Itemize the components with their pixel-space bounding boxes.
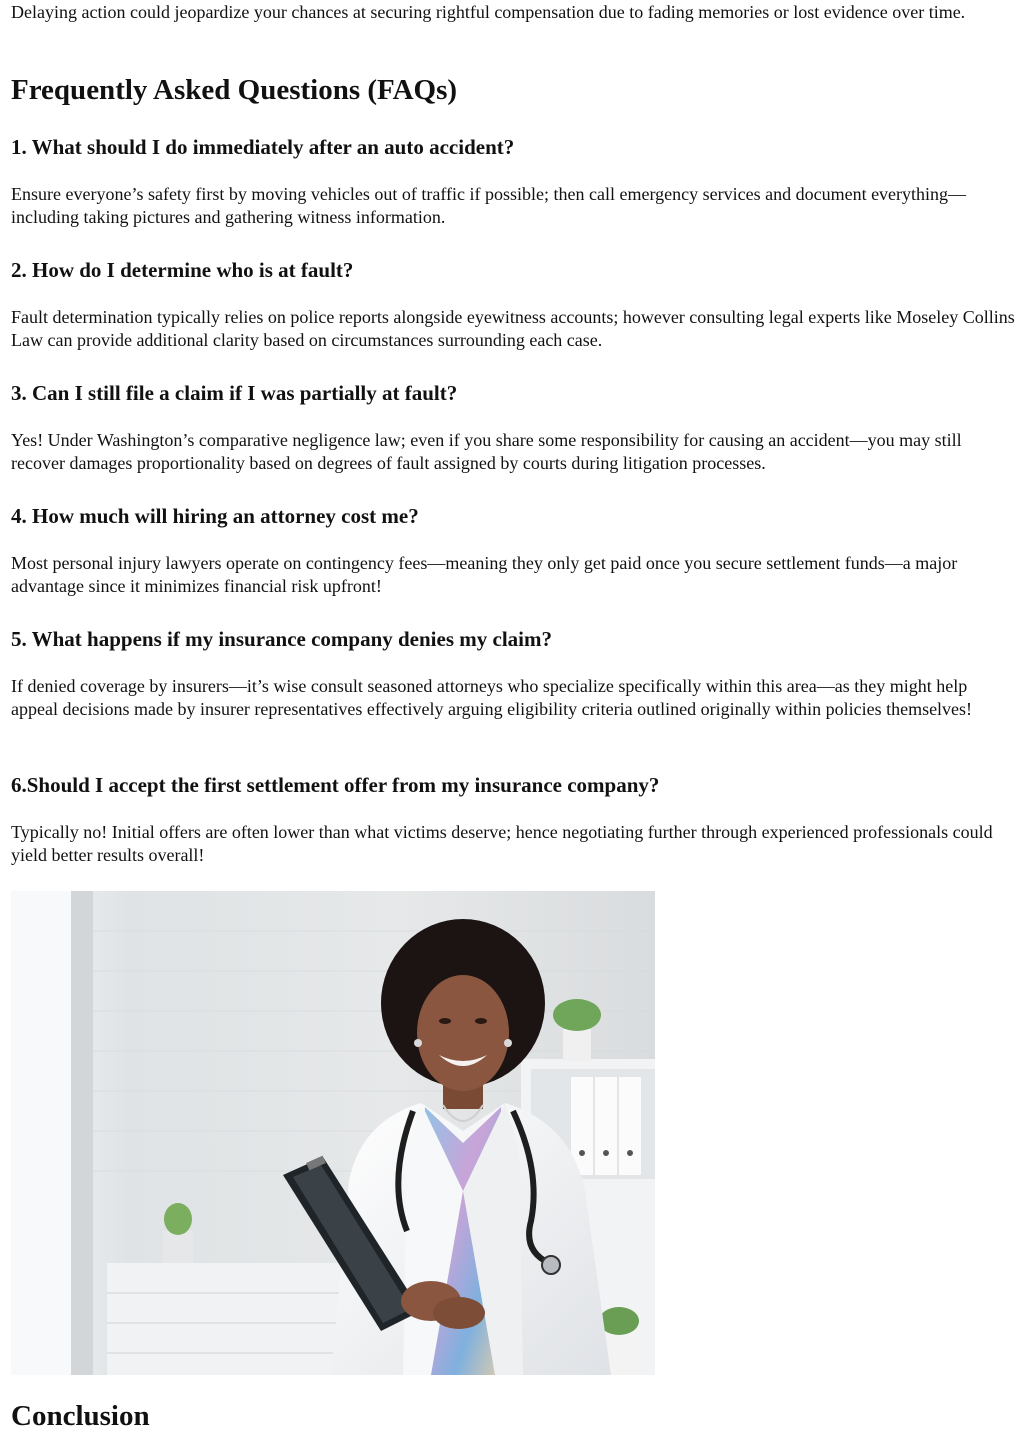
faq-item: [11, 256, 1016, 352]
faq-item: [11, 502, 1016, 598]
conclusion-heading: Conclusion: [11, 1400, 150, 1432]
doctor-photo: [11, 891, 655, 1375]
faq-item: [11, 625, 1016, 721]
faq-answer: If denied coverage by insurers—it’s wise consult seasoned attorneys who specialize specifically within this area—as they might help appeal decisions made by insurer representatives effectively arguing eligibility criteria outlined originally within policies themselves!: [11, 676, 973, 719]
faq-question: 1. What should I do immediately after an auto accident?: [11, 135, 515, 159]
faq-answer: Yes! Under Washington’s comparative negligence law; even if you share some responsibility for causing an accident—you may still recover damages proportionality based on degrees of fault assigned by courts during litigation processes.: [11, 430, 962, 473]
intro-paragraph: Delaying action could jeopardize your chances at securing rightful compensation due to fading memories or lost evidence over time.: [11, 2, 966, 22]
faq-item: [11, 379, 1016, 475]
faq-question: 2. How do I determine who is at fault?: [11, 258, 354, 282]
faq-heading: Frequently Asked Questions (FAQs): [11, 74, 458, 106]
doctor-illustration: [11, 891, 655, 1375]
faq-answer: Ensure everyone’s safety first by moving vehicles out of traffic if possible; then call emergency services and document everything—including taking pictures and gathering witness information.: [11, 184, 967, 227]
faq-item: [11, 133, 1016, 229]
faq-answer: Most personal injury lawyers operate on contingency fees—meaning they only get paid once you secure settlement funds—a major advantage since it minimizes financial risk upfront!: [11, 553, 958, 596]
faq-item: [11, 771, 1016, 867]
faq-question: 5. What happens if my insurance company denies my claim?: [11, 627, 552, 651]
faq-question: 3. Can I still file a claim if I was partially at fault?: [11, 381, 458, 405]
faq-answer: Fault determination typically relies on police reports alongside eyewitness accounts; however consulting legal experts like Moseley Collins Law can provide additional clarity based on circumstances surrounding each case.: [11, 307, 1015, 350]
faq-question: 4. How much will hiring an attorney cost me?: [11, 504, 419, 528]
faq-answer: Typically no! Initial offers are often lower than what victims deserve; hence negotiating further through experienced professionals could yield better results overall!: [11, 822, 993, 865]
faq-question: 6.Should I accept the first settlement offer from my insurance company?: [11, 773, 660, 797]
